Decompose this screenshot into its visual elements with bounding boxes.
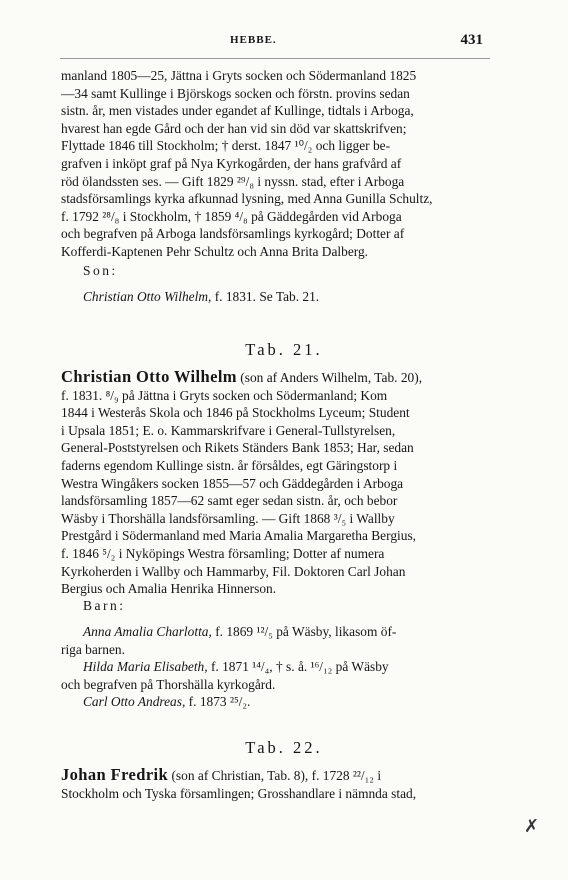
text-line: landsförsamling 1857—62 samt eger sedan sistn. år, och bebor	[61, 493, 398, 509]
page-number: 431	[460, 32, 483, 48]
child-line	[61, 658, 489, 676]
tab21-paragraph	[61, 368, 489, 598]
child-name: Carl Otto Andreas,	[83, 694, 186, 710]
tab21-heading: Tab. 21.	[245, 340, 323, 359]
text-line: General-Poststyrelsen och Rikets Ständers Bank 1853; Har, sedan	[61, 440, 414, 456]
intro-paragraph	[61, 67, 489, 261]
text-line: Prestgård i Södermanland med Maria Amalia Margaretha Bergius,	[61, 528, 417, 544]
son-line	[61, 288, 489, 306]
text-line: Flyttade 1846 till Stockholm; † derst. 1847 ¹⁰/₂ och ligger be-	[61, 138, 391, 154]
child-line	[61, 641, 489, 659]
text-line: f. 1792 ²⁸/₈ i Stockholm, † 1859 ⁴/₈ på Gäddegården vid Arboga	[61, 208, 402, 224]
tab22-paragraph	[61, 766, 489, 802]
child-name: Anna Amalia Charlotta,	[83, 624, 212, 639]
text-line: grafven i inköpt graf på Nya Kyrkogården, der hans grafvård af	[61, 155, 402, 171]
text-line: Kyrkoherden i Wallby och Hammarby, Fil. Doktoren Carl Johan	[61, 563, 406, 579]
child-rest: och begrafven på Thorshälla kyrkogård.	[61, 676, 276, 692]
tab21-first-line	[61, 368, 489, 387]
text-line: manland 1805—25, Jättna i Gryts socken och Södermanland 1825	[61, 68, 417, 83]
text-line: hvarest han egde Gård och der han vid sin död var skattskrifven;	[61, 120, 407, 136]
tab22-first-rest: (son af Christian, Tab. 8), f. 1728 ²²/₁₂ i	[168, 768, 382, 783]
son-name: Christian Otto Wilhelm,	[83, 289, 212, 304]
child-rest: f. 1873 ²⁵/₂.	[185, 694, 251, 710]
son-label: Son:	[83, 263, 118, 278]
children-list	[61, 623, 489, 711]
text-line: röd ölandssten ses. — Gift 1829 ²⁹/₈ i nyssn. stad, efter i Arboga	[61, 173, 405, 189]
child-rest: riga barnen.	[61, 641, 125, 657]
text-line: och begrafven på Arboga landsförsamlings kyrkogård; Dotter af	[61, 226, 405, 242]
tab22-name: Johan Fredrik	[61, 766, 169, 784]
tab22-first-line	[61, 766, 489, 785]
child-line	[61, 623, 489, 641]
header-rule	[60, 58, 490, 59]
text-line: —34 samt Kullinge i Björskogs socken och förstn. provins sedan	[61, 85, 410, 101]
text-line: f. 1831. ⁸/₉ på Jättna i Gryts socken och Södermanland; Kom	[61, 387, 388, 403]
child-rest: f. 1871 ¹⁴/₄, † s. å. ¹⁶/₁₂ på Wäsby	[207, 659, 389, 675]
son-entry	[61, 288, 489, 306]
text-line: Kofferdi-Kaptenen Pehr Schultz och Anna Brita Dalberg.	[61, 243, 369, 259]
tab21-first-rest: (son af Anders Wilhelm, Tab. 20),	[236, 370, 423, 385]
tab22-heading: Tab. 22.	[245, 738, 323, 757]
text-line: Wäsby i Thorshälla landsförsamling. — Gift 1868 ³/₅ i Wallby	[61, 510, 395, 526]
tab21-name: Christian Otto Wilhelm	[61, 368, 237, 386]
child-line	[61, 676, 489, 694]
running-header	[0, 34, 568, 54]
text-line: 1844 i Westerås Skola och 1846 på Stockholms Lyceum; Student	[61, 405, 410, 421]
running-title: HEBBE.	[230, 34, 277, 46]
child-line	[61, 693, 489, 711]
child-rest: f. 1869 ¹²/₅ på Wäsby, likasom öf-	[211, 624, 397, 639]
son-section	[61, 262, 489, 280]
text-line: i Upsala 1851; E. o. Kammarskrifvare i General-Tullstyrelsen,	[61, 422, 396, 438]
child-name: Hilda Maria Elisabeth,	[83, 659, 208, 675]
text-line: f. 1846 ⁵/₂ i Nyköpings Westra församling; Dotter af numera	[61, 545, 385, 561]
children-label: Barn:	[83, 598, 126, 613]
son-rest: f. 1831. Se Tab. 21.	[211, 289, 320, 304]
text-line: Bergius och Amalia Henrika Hinnerson.	[61, 581, 277, 597]
text-line: sistn. år, men vistades under egandet af Kullinge, tidtals i Arboga,	[61, 103, 414, 119]
margin-mark-icon: ✗	[524, 816, 540, 837]
children-section	[61, 597, 489, 615]
text-line: Westra Wingåkers socken 1855—57 och Gäddegården i Arboga	[61, 475, 404, 491]
text-line: Stockholm och Tyska församlingen; Grosshandlare i nämnda stad,	[61, 785, 417, 801]
text-line: stadsförsamlings kyrka afkunnad lysning, med Anna Gunilla Schultz,	[61, 191, 433, 207]
text-line: faderns egendom Kullinge sistn. år försåldes, egt Gäringstorp i	[61, 457, 398, 473]
